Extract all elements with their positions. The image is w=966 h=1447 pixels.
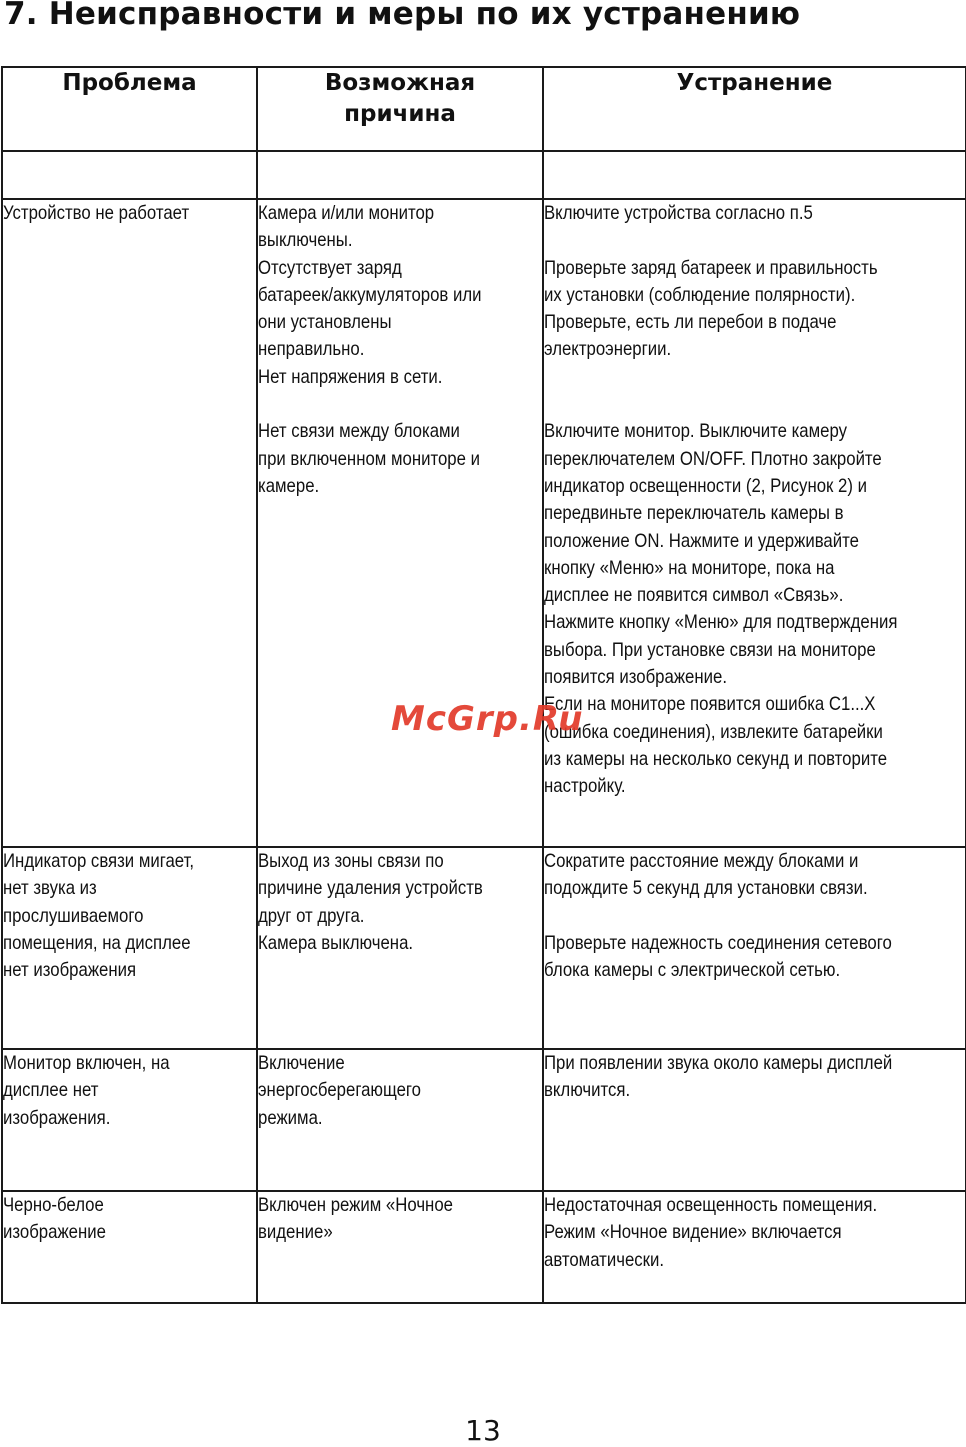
cell-text-line: кнопку «Меню» на мониторе, пока на (544, 556, 835, 579)
cell-text-line: Включение (258, 1052, 345, 1074)
cell-text-line: Монитор включен, на (3, 1052, 170, 1074)
cell-text-line: Если на мониторе появится ошибка С1...Х (544, 693, 876, 716)
cause-cell (257, 847, 543, 1049)
cell-text-line: камере. (258, 474, 320, 497)
cell-text-line: изображение (3, 1221, 106, 1244)
spacer-cell (543, 151, 966, 199)
problem-cell (2, 1191, 257, 1303)
page-title: 7. Неисправности и меры по их устранению (4, 0, 801, 32)
cause-cell (257, 1049, 543, 1191)
cell-text-line: видение» (258, 1221, 333, 1244)
cell-text-line: при включенном мониторе и (258, 447, 480, 470)
cell-text-line: Проверьте, есть ли перебои в подаче (544, 311, 837, 334)
cell-text-line: друг от друга. (258, 904, 365, 927)
cell-text-line: они установлены (258, 311, 392, 334)
cell-text-line: Нет напряжения в сети. (258, 365, 443, 388)
cell-text-line: Черно-белое (3, 1194, 104, 1216)
table-row (2, 847, 966, 1049)
cell-text-line (544, 227, 906, 254)
header-solution-label: Устранение (676, 70, 833, 96)
cell-text-line: нет изображения (3, 959, 137, 982)
solution-cell (543, 1191, 966, 1303)
cell-text-line: неправильно. (258, 338, 365, 361)
table-row (2, 199, 966, 847)
header-cause-label-line1: Возможная (324, 70, 476, 96)
cell-text-line (258, 391, 502, 418)
cell-text-line: передвиньте переключатель камеры в (544, 502, 844, 525)
spacer-row (2, 151, 966, 199)
cell-text-line: Индикатор связи мигает, (3, 850, 195, 872)
cell-text-line: автоматически. (544, 1248, 665, 1271)
header-cause (257, 67, 543, 151)
header-problem-label: Проблема (62, 70, 197, 96)
header-solution (543, 67, 966, 151)
cell-text-line: Нет связи между блоками (258, 420, 460, 443)
cell-text-line: Проверьте заряд батареек и правильность (544, 256, 878, 279)
cell-text-line: из камеры на несколько секунд и повторите (544, 747, 888, 770)
problem-cell (2, 199, 257, 847)
cell-text-line: Включен режим «Ночное (258, 1194, 453, 1216)
table-row (2, 1191, 966, 1303)
cell-text-line: Камера и/или монитор (258, 202, 435, 224)
cell-text-line: Устройство не работает (3, 202, 190, 224)
cell-text-line: энергосберегающего (258, 1079, 421, 1102)
cell-text-line: батареек/аккумуляторов или (258, 283, 482, 306)
cell-text-line: При появлении звука около камеры дисплей (544, 1052, 893, 1074)
cell-text-line: Камера выключена. (258, 931, 414, 954)
cause-cell (257, 199, 543, 847)
cell-text-line: их установки (соблюдение полярности). (544, 283, 856, 306)
spacer-cell (2, 151, 257, 199)
troubleshooting-table (1, 66, 966, 1304)
cell-text-line: Недостаточная освещенность помещения. (544, 1194, 878, 1216)
header-cause-label-line2: причина (344, 101, 456, 127)
cell-text-line: блока камеры с электрической сетью. (544, 959, 841, 982)
problem-cell (2, 1049, 257, 1191)
cell-text-line: положение ON. Нажмите и удерживайте (544, 529, 859, 552)
cell-text-line: переключателем ON/OFF. Плотно закройте (544, 447, 882, 470)
cell-text-line: прослушиваемого (3, 904, 144, 927)
cell-text-line (544, 391, 906, 418)
cell-text-line: индикатор освещенности (2, Рисунок 2) и (544, 474, 867, 497)
cell-text-line: дисплее не появится символ «Связь». (544, 584, 844, 607)
cell-text-line: выключены. (258, 229, 353, 252)
cell-text-line: (ошибка соединения), извлеките батарейки (544, 720, 883, 743)
cell-text-line: режима. (258, 1106, 323, 1129)
cell-text-line: Выход из зоны связи по (258, 850, 444, 872)
solution-cell (543, 847, 966, 1049)
cell-text-line: Включите устройства согласно п.5 (544, 202, 813, 224)
cell-text-line: Проверьте надежность соединения сетевого (544, 931, 892, 954)
cell-text-line: появится изображение. (544, 666, 728, 689)
cell-text-line: Отсутствует заряд (258, 256, 402, 279)
problem-cell (2, 847, 257, 1049)
table-row (2, 1049, 966, 1191)
cell-text-line (544, 364, 906, 391)
page-number: 13 (465, 1414, 501, 1447)
table-header-row (2, 67, 966, 151)
cell-text-line: Нажмите кнопку «Меню» для подтверждения (544, 611, 898, 634)
cell-text-line: Включите монитор. Выключите камеру (544, 420, 848, 443)
cause-cell (257, 1191, 543, 1303)
cell-text-line: изображения. (3, 1106, 111, 1129)
spacer-cell (257, 151, 543, 199)
cell-text-line: настройку. (544, 775, 626, 798)
cell-text-line (544, 903, 906, 930)
cell-text-line: нет звука из (3, 877, 97, 900)
cell-text-line: Режим «Ночное видение» включается (544, 1221, 842, 1244)
cell-text-line: выбора. При установке связи на мониторе (544, 638, 876, 661)
cell-text-line: дисплее нет (3, 1079, 99, 1102)
watermark: McGrp.Ru (391, 699, 584, 739)
cell-text-line: Сократите расстояние между блоками и (544, 850, 859, 872)
cell-text-line: включится. (544, 1079, 631, 1102)
header-problem (2, 67, 257, 151)
solution-cell (543, 199, 966, 847)
cell-text-line: электроэнергии. (544, 338, 672, 361)
solution-cell (543, 1049, 966, 1191)
cell-text-line: подождите 5 секунд для установки связи. (544, 877, 868, 900)
cell-text-line: помещения, на дисплее (3, 931, 191, 954)
cell-text-line: причине удаления устройств (258, 877, 483, 900)
